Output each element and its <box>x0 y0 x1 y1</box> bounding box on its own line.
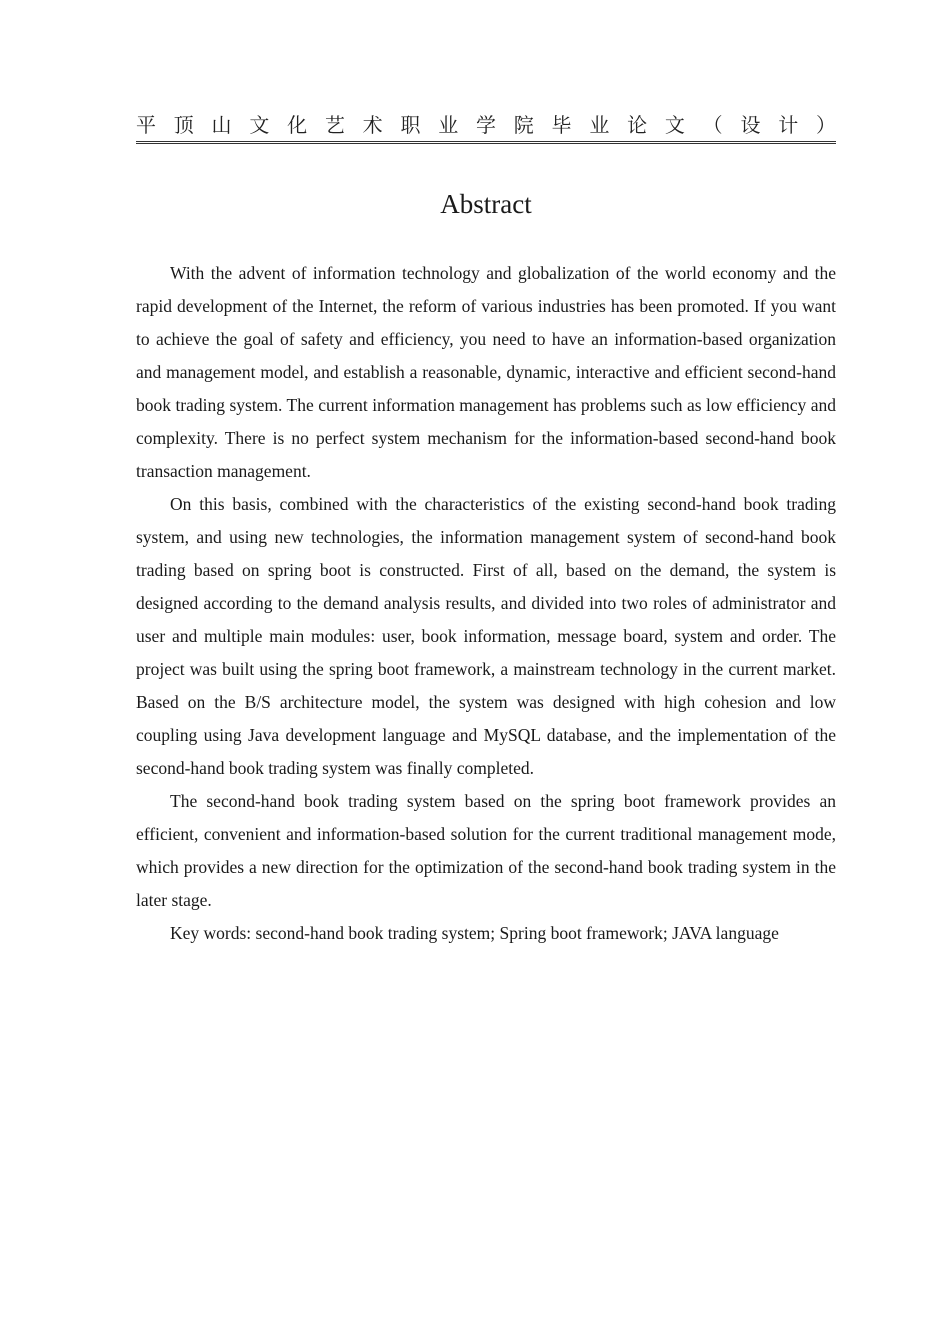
page-header <box>136 113 836 144</box>
keywords-line: Key words: second-hand book trading system; Spring boot framework; JAVA language <box>170 923 779 943</box>
abstract-title: Abstract <box>440 189 532 219</box>
abstract-paragraph-2: On this basis, combined with the characteristics of the existing second-hand book trading system, and using new technologies, the information management system of second-hand book trading based on spring boot is constructed. First of all, based on the demand, the system is designed according to the demand analysis results, and divided into two roles of administrator and user and multiple main modules: user, book information, message board, system and order. The project was built using the spring boot framework, a mainstream technology in the current market. Based on the B/S architecture model, the system was designed with high cohesion and low coupling using Java development language and MySQL database, and the implementation of the second-hand book trading system was finally completed. <box>136 494 836 778</box>
abstract-paragraph-3: The second-hand book trading system based on the spring boot framework provides an efficient, convenient and information-based solution for the current traditional management mode, which provides a new direction for the optimization of the second-hand book trading system in the later stage. <box>136 791 836 910</box>
abstract-body <box>136 257 836 950</box>
header-title: 平顶山文化艺术职业学院毕业论文（设计） <box>136 115 836 137</box>
abstract-paragraph-1: With the advent of information technology and globalization of the world economy and the rapid development of the Internet, the reform of various industries has been promoted. If you want to achieve the goal of safety and efficiency, you need to have an information-based organization and management model, and establish a reasonable, dynamic, interactive and efficient second-hand book trading system. The current information management has problems such as low efficiency and complexity. There is no perfect system mechanism for the information-based second-hand book transaction management. <box>136 263 836 481</box>
